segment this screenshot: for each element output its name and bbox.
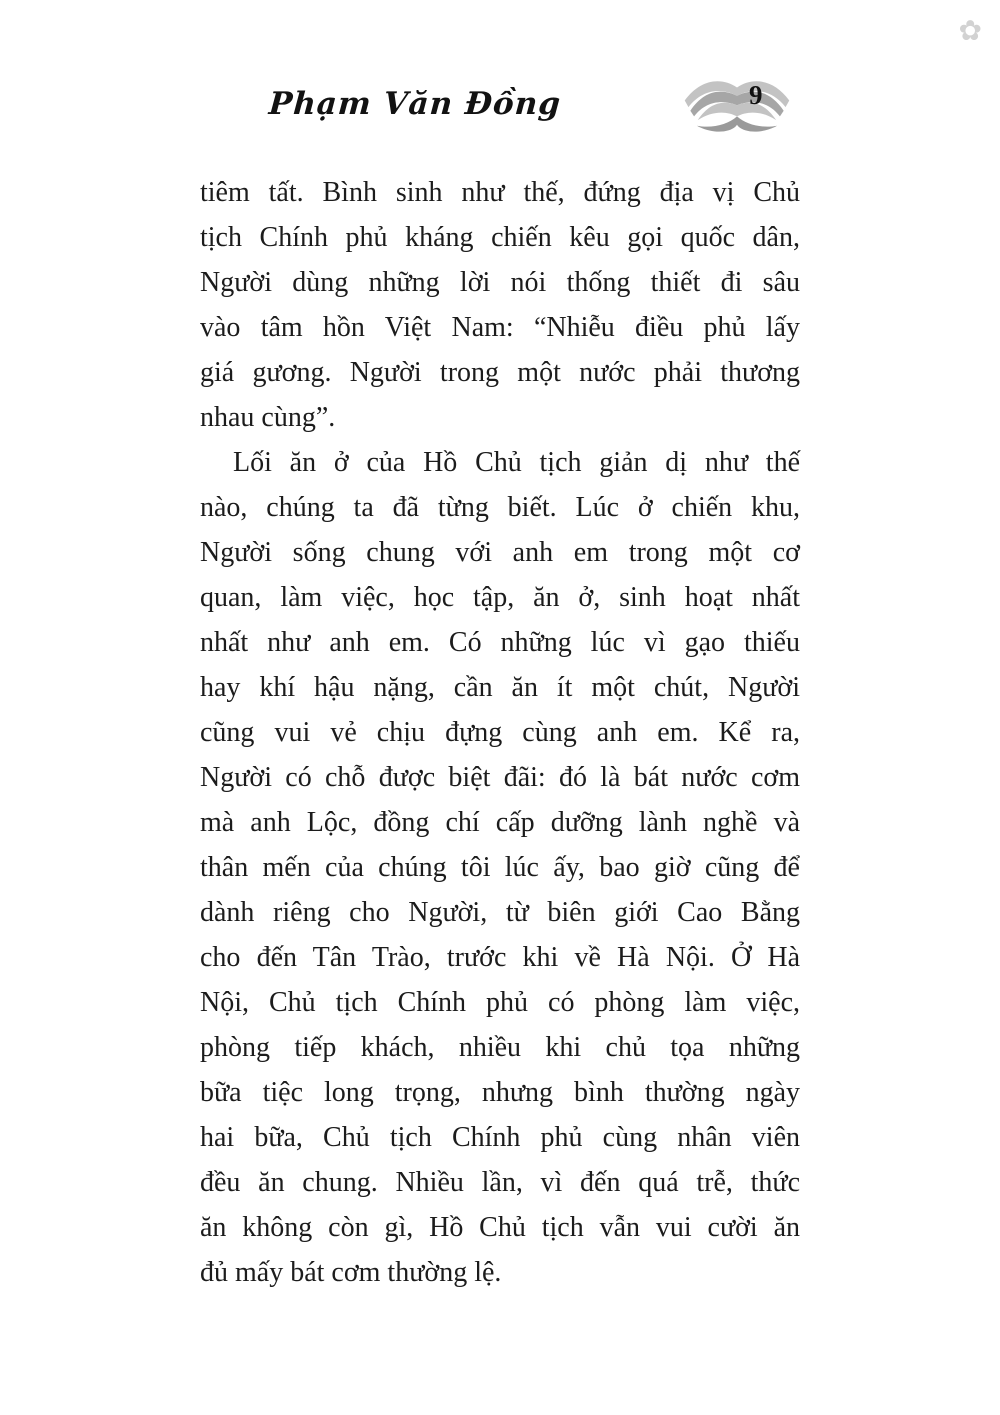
text-line: quan, làm việc, học tập, ăn ở, sinh hoạt nhất [200, 582, 800, 613]
text-line: Người dùng những lời nói thống thiết đi sâu [200, 267, 800, 298]
text-line: tịch Chính phủ kháng chiến kêu gọi quốc dân, [200, 222, 800, 253]
text-line: Người sống chung với anh em trong một cơ [200, 537, 800, 568]
text-line: hay khí hậu nặng, cần ăn ít một chút, Người [200, 672, 800, 703]
text-line: vào tâm hồn Việt Nam: “Nhiễu điều phủ lấy [200, 312, 800, 343]
text-line: đủ mấy bát cơm thường lệ. [200, 1257, 502, 1288]
running-header-title: Phạm Văn Đồng [267, 86, 563, 122]
text-line: bữa tiệc long trọng, nhưng bình thường ngày [200, 1077, 800, 1108]
open-book-icon [681, 76, 793, 140]
text-line: Nội, Chủ tịch Chính phủ có phòng làm việc, [200, 987, 800, 1018]
page-number: 9 [749, 80, 763, 110]
text-line: thân mến của chúng tôi lúc ấy, bao giờ cũng để [200, 852, 800, 883]
text-line: cũng vui vẻ chịu đựng cùng anh em. Kể ra, [200, 717, 800, 748]
text-line: dành riêng cho Người, từ biên giới Cao Bằng [200, 897, 800, 928]
text-line: phòng tiếp khách, nhiều khi chủ tọa những [200, 1032, 800, 1063]
text-line: giá gương. Người trong một nước phải thương [200, 357, 800, 388]
text-line: Lối ăn ở của Hồ Chủ tịch giản dị như thế [233, 447, 800, 478]
text-line: ăn không còn gì, Hồ Chủ tịch vẫn vui cười ăn [200, 1212, 800, 1243]
text-line: mà anh Lộc, đồng chí cấp dưỡng lành nghề và [200, 807, 800, 838]
flower-icon: ✿ [958, 16, 982, 47]
text-line: đều ăn chung. Nhiều lần, vì đến quá trễ, thức [200, 1167, 800, 1198]
text-line: nào, chúng ta đã từng biết. Lúc ở chiến khu, [200, 492, 800, 523]
page-number-badge [681, 76, 793, 140]
text-line: cho đến Tân Trào, trước khi về Hà Nội. Ở Hà [200, 942, 800, 973]
paragraph [200, 440, 800, 1295]
text-line: hai bữa, Chủ tịch Chính phủ cùng nhân viên [200, 1122, 800, 1153]
page-body [200, 170, 800, 1295]
text-line: nhau cùng”. [200, 402, 336, 433]
text-line: Người có chỗ được biệt đãi: đó là bát nước cơm [200, 762, 800, 793]
paragraph [200, 170, 800, 440]
text-line: tiêm tất. Bình sinh như thế, đứng địa vị Chủ [200, 177, 800, 208]
text-line: nhất như anh em. Có những lúc vì gạo thiếu [200, 627, 800, 658]
